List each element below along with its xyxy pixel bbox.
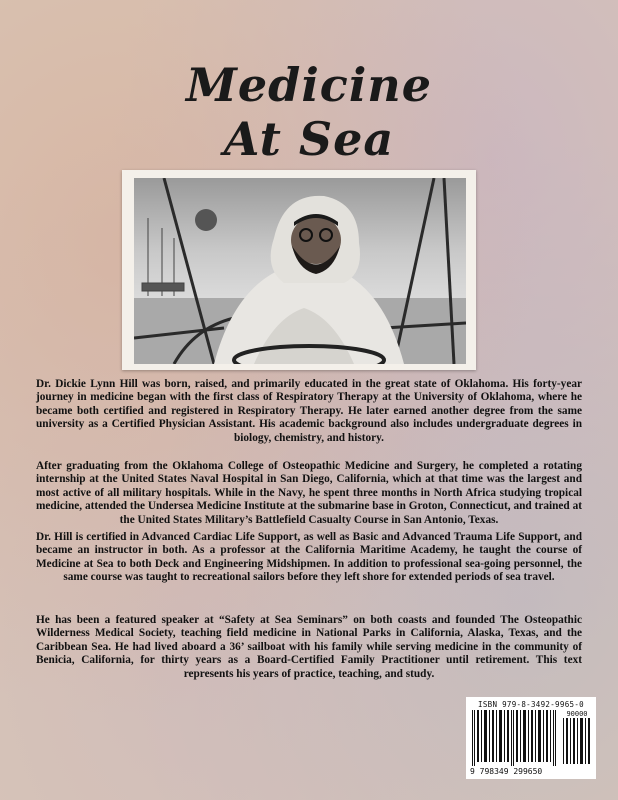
title-line-1: Medicine xyxy=(185,58,433,112)
addon-bars xyxy=(562,718,592,764)
bio-paragraph-1: Dr. Dickie Lynn Hill was born, raised, and primarily educated in the great state of Oklahoma. His forty-year journey in medicine began with the first class of Respiratory Therapy at the University of Oklahoma, where he became both certified and registered in Respiratory Therapy. He later earned another degree from the same university as a Certified Physician Assistant. His academic background also includes undergraduate degrees in biology, chemistry, and history. xyxy=(36,378,582,444)
ean-digits: 9 798349 299650 xyxy=(470,767,543,776)
addon-digits: 90000 xyxy=(566,710,588,718)
title-line-2: At Sea xyxy=(223,112,395,166)
bio-paragraph-3: Dr. Hill is certified in Advanced Cardiac Life Support, as well as Basic and Advanced Trauma Life Support, and became an instructor in both. As a professor at the California Maritime Academy, he taught the course of Medicine at Sea to both Deck and Engineering Midshipmen. In addition to professional sea-going personnel, the same course was taught to recreational sailors before they left shore for extended periods of sea travel. xyxy=(36,531,582,584)
author-photo-frame xyxy=(122,170,476,370)
isbn-label: ISBN 979-8-3492-9965-0 xyxy=(478,700,584,709)
bio-paragraph-2: After graduating from the Oklahoma College of Osteopathic Medicine and Surgery, he completed a rotating internship at the United States Naval Hospital in San Diego, California, which at that time was the largest and most active of all military hospitals. While in the Navy, he spent three months in North Africa studying tropical medicine, attended the Undersea Medicine Institute at the submarine base in Groton, Connecticut, and trained at the United States Military’s Battlefield Casualty Course in San Antonio, Texas. xyxy=(36,460,582,526)
barcode-addon xyxy=(562,710,592,766)
bio-paragraph-4: He has been a featured speaker at “Safety at Sea Seminars” on both coasts and founded The Osteopathic Wilderness Medical Society, teaching field medicine in National Parks in California, Alaska, Texas, and the Caribbean Sea. He had lived aboard a 36’ sailboat with his family while serving medicine in the community of Benicia, California, for thirty years as a Board-Certified Family Practitioner until retirement. This text represents his years of practice, teaching, and study. xyxy=(36,614,582,680)
barcode xyxy=(466,697,596,779)
author-photo xyxy=(134,178,466,364)
ean-barcode-bars xyxy=(470,710,560,766)
